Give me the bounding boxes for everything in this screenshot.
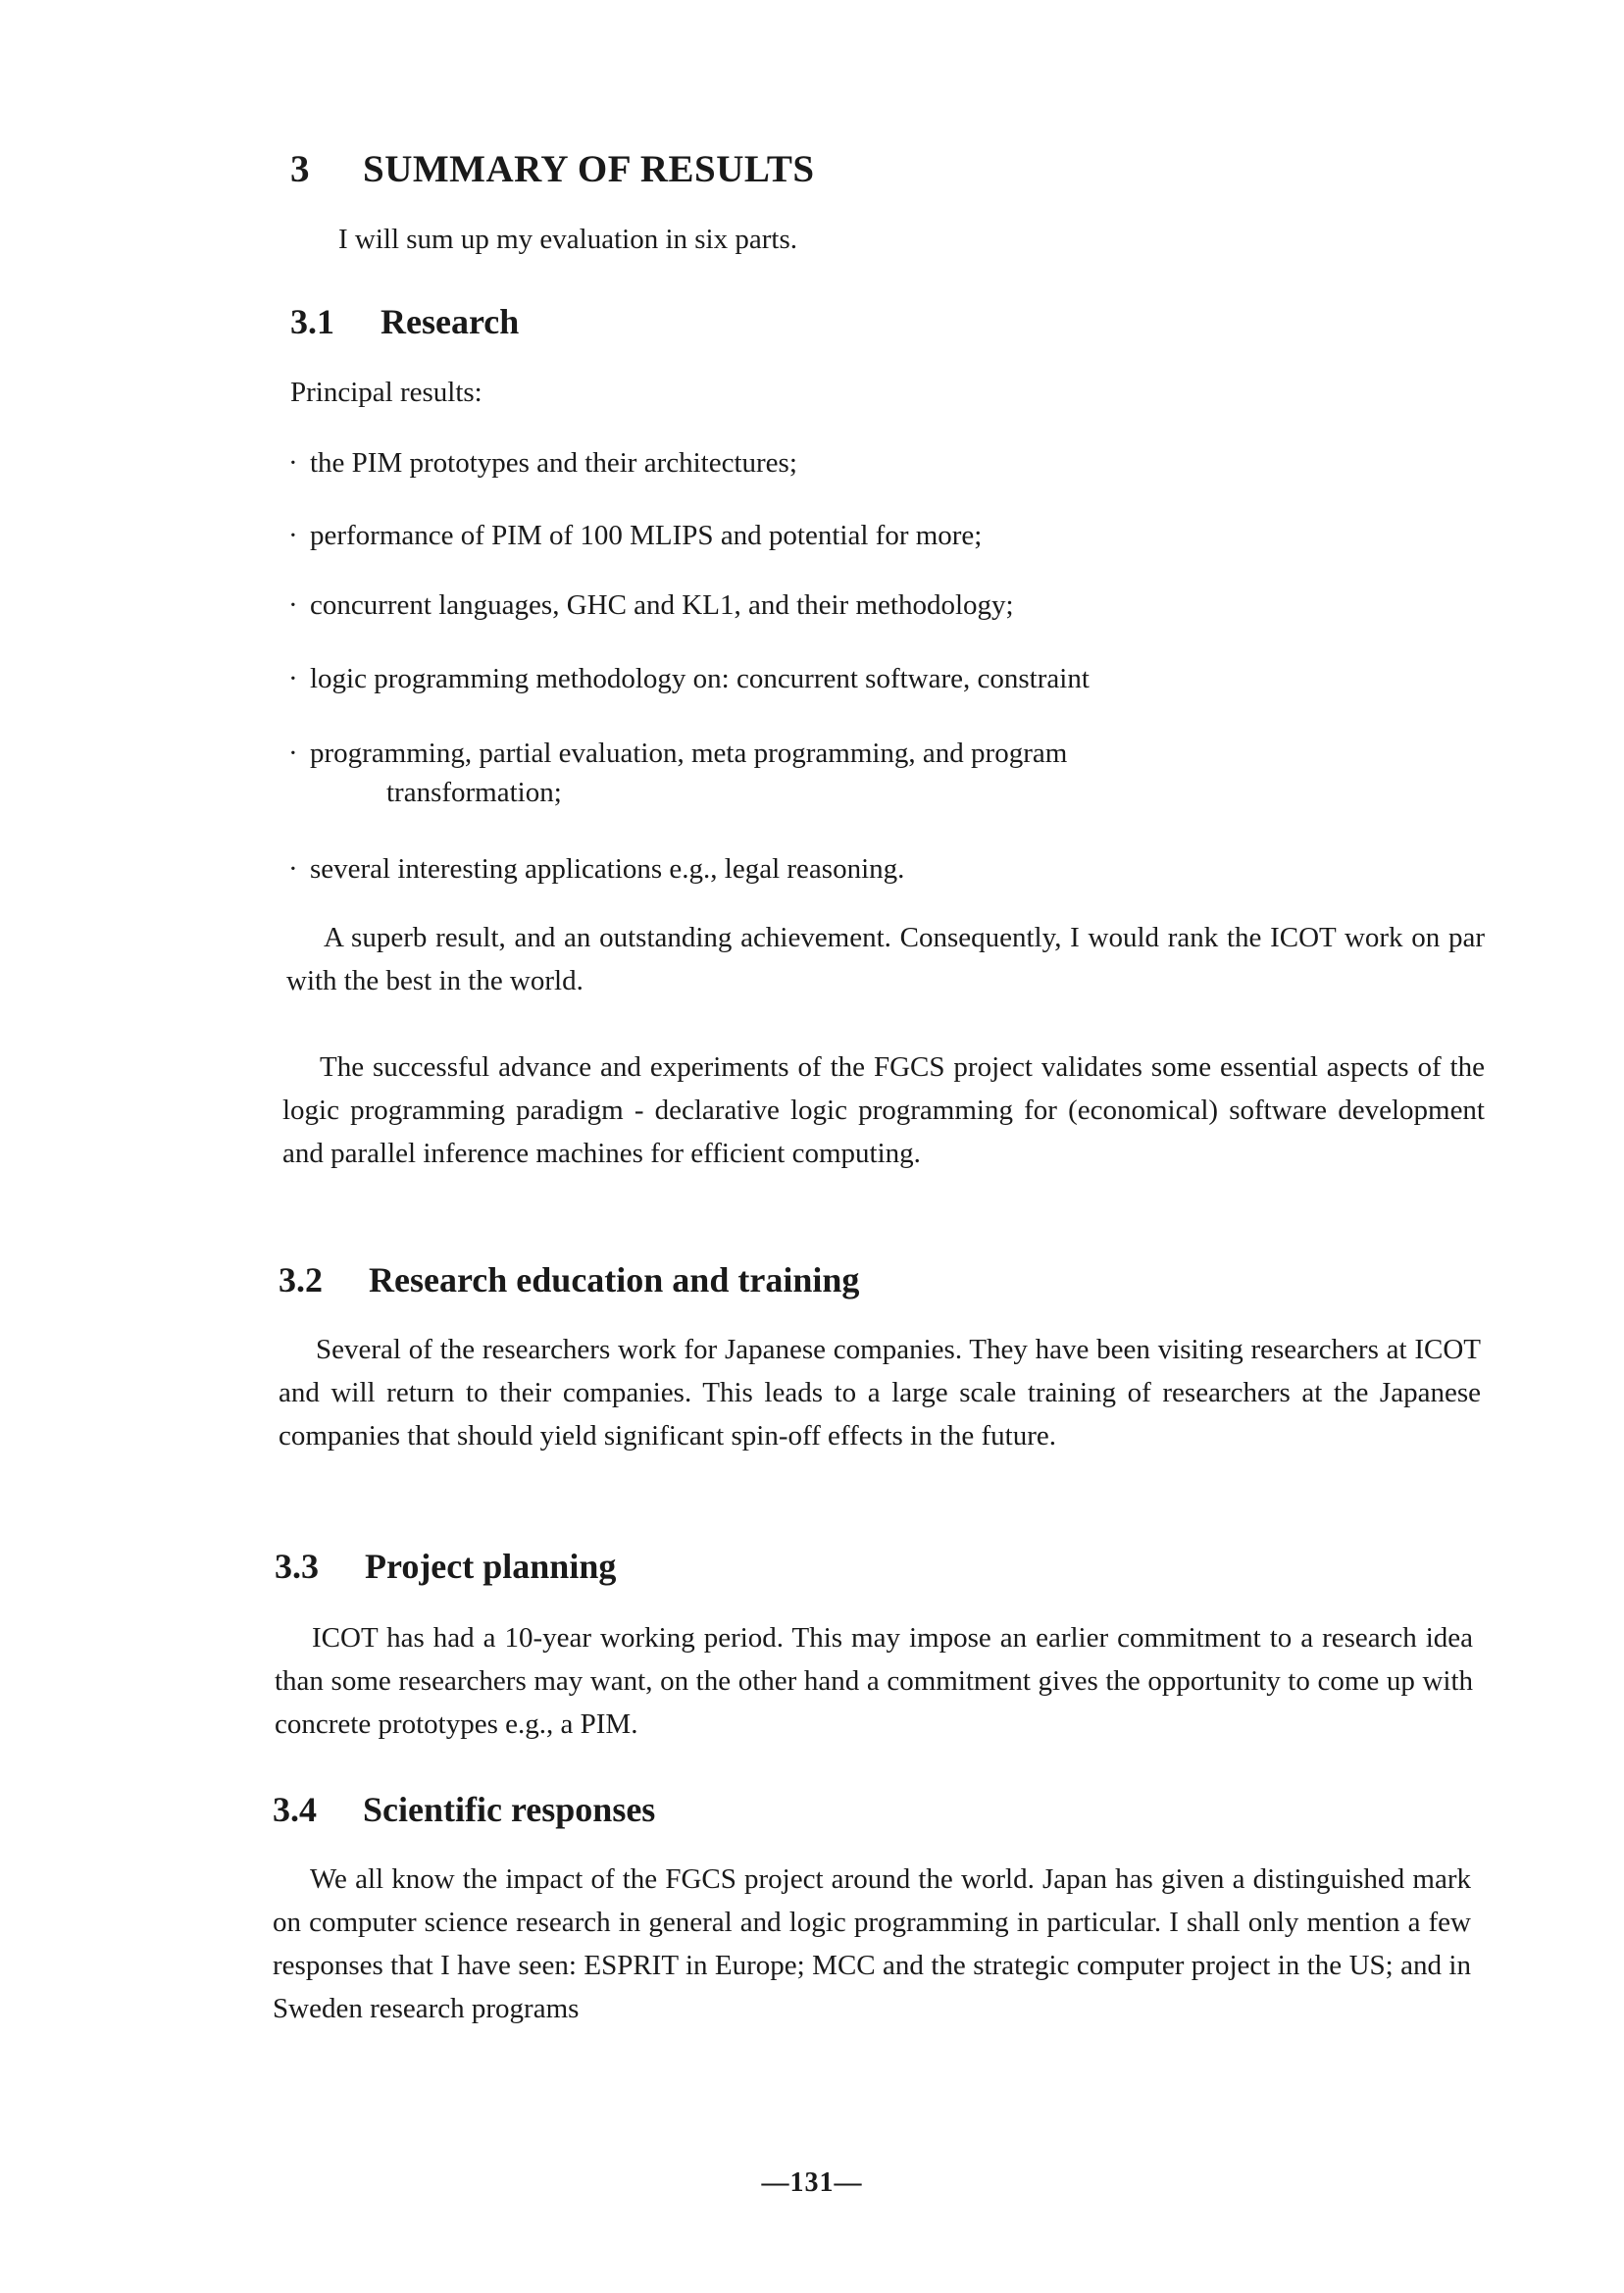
bullet-marker: · (288, 738, 298, 769)
bullet-marker: · (288, 447, 298, 479)
research-lead: Principal results: (290, 377, 482, 408)
subsection-heading-education (279, 1259, 859, 1300)
list-item (288, 443, 1487, 483)
bullet-marker: · (288, 520, 298, 551)
list-item-text: the PIM prototypes and their architectures; (310, 447, 797, 479)
list-item (288, 849, 1487, 889)
section-intro: I will sum up my evaluation in six parts. (338, 224, 797, 255)
section-number: 3 (290, 148, 310, 190)
subsection-heading-research (290, 301, 519, 342)
list-item (288, 734, 1487, 812)
subsection-number: 3.2 (279, 1260, 323, 1299)
list-item (288, 586, 1487, 625)
subsection-title: Project planning (365, 1547, 617, 1586)
list-item-text: several interesting applications e.g., legal reasoning. (310, 853, 905, 885)
subsection-heading-planning (275, 1546, 616, 1587)
responses-paragraph: We all know the impact of the FGCS project around the world. Japan has given a distinguished mark on computer science research in general and logic programming in particular. I shall only mention a few responses that I have seen: ESPRIT in Europe; MCC and the strategic computer project in the US; and in Sweden research programs (273, 1863, 1471, 2024)
list-item-text: programming, partial evaluation, meta programming, and program (310, 738, 1068, 769)
section-heading (290, 147, 815, 191)
subsection-title: Research education and training (369, 1260, 860, 1299)
research-paragraph-2: The successful advance and experiments of the FGCS project validates some essential aspects of the logic programming paradigm - declarative logic programming for (economical) software development and parallel inference machines for efficient computing. (282, 1051, 1485, 1169)
bullet-marker: · (288, 853, 298, 885)
research-paragraph-1: A superb result, and an outstanding achievement. Consequently, I would rank the ICOT work on par with the best in the world. (286, 922, 1485, 996)
list-item-text: concurrent languages, GHC and KL1, and their methodology; (310, 589, 1014, 621)
list-item-text: performance of PIM of 100 MLIPS and potential for more; (310, 520, 983, 551)
subsection-number: 3.3 (275, 1547, 319, 1586)
subsection-title: Scientific responses (363, 1790, 656, 1829)
list-item (288, 659, 1487, 698)
bullet-marker: · (288, 589, 298, 621)
list-item (288, 516, 1487, 555)
list-item-continuation: transformation; (386, 777, 562, 808)
planning-paragraph: ICOT has had a 10-year working period. This may impose an earlier commitment to a research idea than some researchers may want, on the other hand a commitment gives the opportunity to come up with concrete prototypes e.g., a PIM. (275, 1622, 1473, 1740)
bullet-marker: · (288, 663, 298, 694)
section-title: SUMMARY OF RESULTS (363, 148, 815, 190)
subsection-number: 3.1 (290, 302, 334, 341)
list-item-text: logic programming methodology on: concurrent software, constraint (310, 663, 1090, 694)
subsection-number: 3.4 (273, 1790, 317, 1829)
education-paragraph: Several of the researchers work for Japanese companies. They have been visiting researchers at ICOT and will return to their companies. This leads to a large scale training of researchers at the Japanese companies that should yield significant spin-off effects in the future. (279, 1334, 1481, 1452)
page-number: —131— (761, 2167, 863, 2198)
subsection-title: Research (381, 302, 520, 341)
subsection-heading-responses (273, 1789, 655, 1830)
